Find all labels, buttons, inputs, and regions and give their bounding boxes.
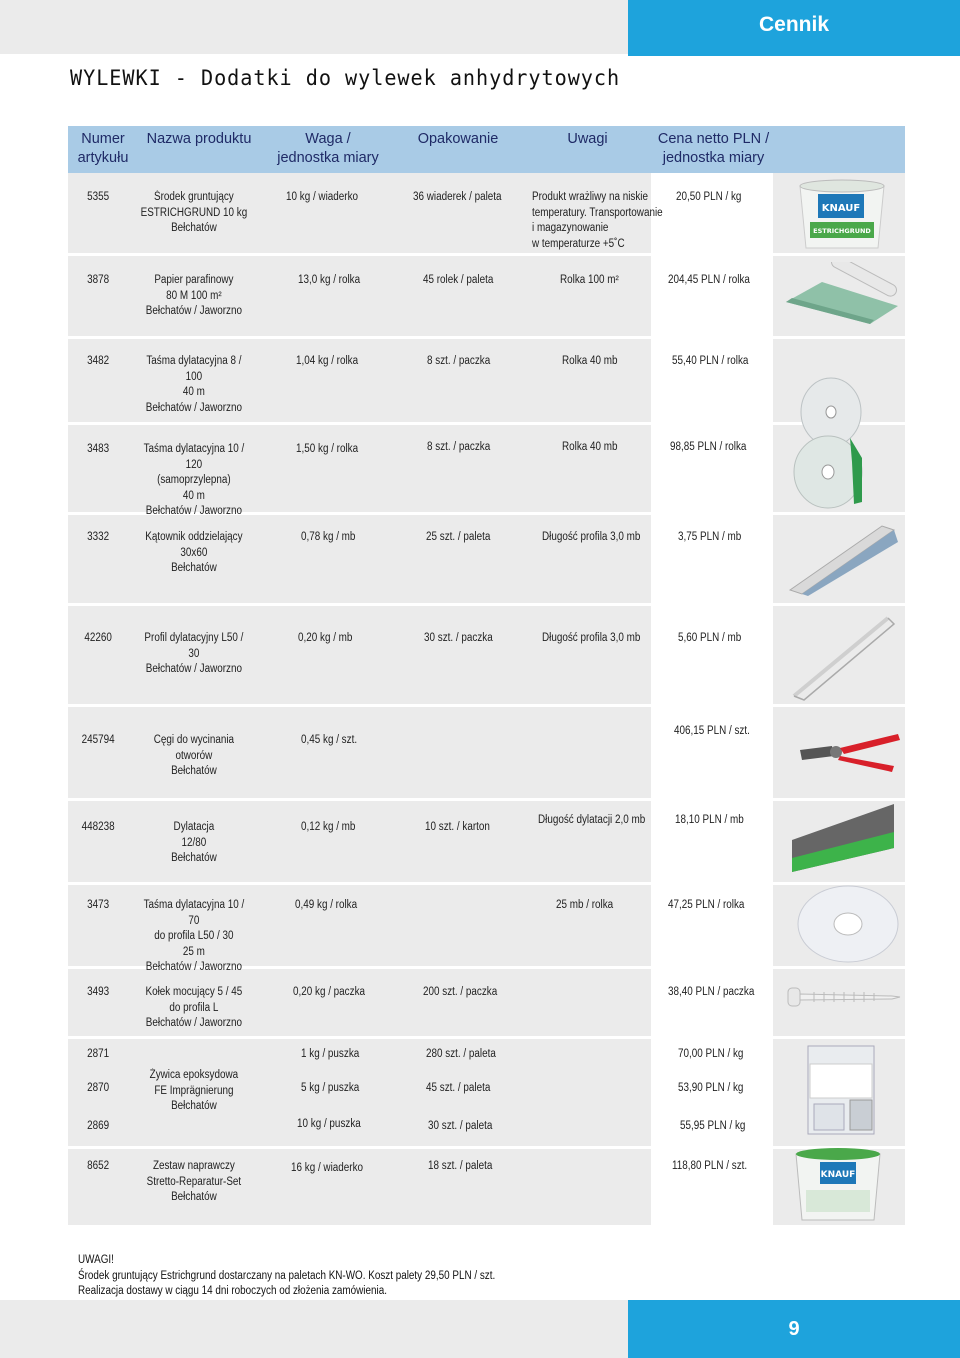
product-name: Taśma dylatacyjna 10 / 120 (samoprzylepna) 40 m Bełchatów / Jaworzno: [143, 443, 245, 517]
packaging: 45 rolek / paleta: [423, 274, 494, 286]
price: 70,00 PLN / kg: [678, 1048, 744, 1060]
remarks: Produkt wrażliwy na niskie temperatury. Transportowanie i magazynowanie w temperaturze +5˚C: [532, 191, 663, 250]
pliers-image: [798, 728, 902, 782]
weight: 0,20 kg / paczka: [293, 986, 366, 998]
footer-gray-band: [0, 1300, 628, 1358]
section-tab: Cennik: [628, 0, 960, 54]
article-number: 245794: [81, 734, 115, 746]
row-divider: [68, 798, 905, 801]
weight: 1,04 kg / rolka: [296, 355, 359, 367]
price-column-bg: [651, 173, 773, 1225]
note-heading: UWAGI!: [78, 1254, 114, 1266]
packaging: 30 szt. / paczka: [424, 632, 493, 644]
remarks: Długość dylatacji 2,0 mb: [538, 814, 646, 826]
weight: 1 kg / puszka: [301, 1048, 360, 1060]
weight: 10 kg / puszka: [297, 1118, 361, 1130]
price: 55,95 PLN / kg: [680, 1120, 746, 1132]
repair-set-bucket-image: [786, 1146, 890, 1224]
weight: 5 kg / puszka: [301, 1082, 360, 1094]
weight: 1,50 kg / rolka: [296, 443, 359, 455]
price: 38,40 PLN / paczka: [668, 986, 755, 998]
packaging: 30 szt. / paleta: [428, 1120, 493, 1132]
product-name: Kołek mocujący 5 / 45 do profila L Bełchatów / Jaworzno: [145, 986, 243, 1029]
price: 18,10 PLN / mb: [675, 814, 744, 826]
packaging: 280 szt. / paleta: [426, 1048, 496, 1060]
article-number: 2871: [87, 1048, 110, 1060]
packaging: 18 szt. / paleta: [428, 1160, 493, 1172]
remarks: Rolka 40 mb: [562, 441, 618, 453]
estrichgrund-bucket-image: [788, 176, 896, 252]
row-divider: [68, 603, 905, 606]
l-profile-image: [784, 610, 900, 702]
article-number: 8652: [87, 1160, 110, 1172]
article-number: 3482: [87, 355, 110, 367]
row-divider: [68, 704, 905, 707]
article-number: 3473: [87, 899, 110, 911]
top-gray-band: [0, 0, 628, 54]
price: 204,45 PLN / rolka: [668, 274, 750, 286]
weight: 0,49 kg / rolka: [295, 899, 358, 911]
page-title: WYLEWKI - Dodatki do wylewek anhydrytowych: [70, 66, 621, 90]
angle-profile-image: [782, 518, 902, 596]
col-header-price: Cena netto PLN / jednostka miary: [657, 131, 770, 166]
row-divider: [68, 253, 905, 256]
note-line-2: Realizacja dostawy w ciągu 14 dni roboczych od złożenia zamówienia.: [78, 1285, 387, 1297]
product-name: Cęgi do wycinania otworów Bełchatów: [153, 734, 235, 777]
col-header-packaging: Opakowanie: [417, 131, 499, 147]
price: 118,80 PLN / szt.: [672, 1160, 748, 1172]
col-header-number: Numer artykułu: [77, 131, 129, 166]
col-header-weight: Waga / jednostka miary: [277, 131, 379, 166]
row-divider: [68, 336, 905, 339]
col-header-remarks: Uwagi: [567, 131, 608, 147]
knauf-logo-text: KNAUF: [820, 1170, 856, 1180]
article-number: 42260: [84, 632, 112, 644]
epoxy-cans-image: [800, 1040, 884, 1142]
weight: 13,0 kg / rolka: [298, 274, 361, 286]
tab-underline: [628, 54, 960, 56]
price: 53,90 PLN / kg: [678, 1082, 744, 1094]
packaging: 8 szt. / paczka: [427, 441, 491, 453]
packaging: 25 szt. / paleta: [426, 531, 491, 543]
product-name: Papier parafinowy 80 M 100 m² Bełchatów / Jaworzno: [145, 274, 243, 317]
packaging: 10 szt. / karton: [425, 821, 490, 833]
article-number: 2869: [87, 1120, 110, 1132]
product-name: Profil dylatacyjny L50 / 30 Bełchatów / Jaworzno: [144, 632, 244, 675]
article-number: 3332: [87, 531, 110, 543]
product-name: Żywica epoksydowa FE Imprägnierung Bełchatów: [149, 1069, 239, 1112]
note-line-1: Środek gruntujący Estrichgrund dostarczany na paletach KN-WO. Koszt palety 29,50 PLN / szt.: [78, 1269, 496, 1282]
product-name: Dylatacja 12/80 Bełchatów: [171, 821, 217, 864]
article-number: 3878: [87, 274, 110, 286]
tape-roll-adhesive-image: [790, 432, 870, 512]
product-name: Zestaw naprawczy Stretto-Reparatur-Set Bełchatów: [146, 1160, 242, 1203]
article-number: 448238: [81, 821, 115, 833]
packaging: 8 szt. / paczka: [427, 355, 491, 367]
remarks: Rolka 40 mb: [562, 355, 618, 367]
estrichgrund-label: ESTRICHGRUND: [813, 227, 871, 235]
price: 406,15 PLN / szt.: [674, 725, 750, 737]
row-divider: [68, 1036, 905, 1039]
packaging: 36 wiaderek / paleta: [413, 191, 502, 203]
packaging: 200 szt. / paczka: [423, 986, 498, 998]
weight: 0,20 kg / mb: [298, 632, 353, 644]
price: 55,40 PLN / rolka: [672, 355, 749, 367]
anchor-pin-image: [784, 976, 904, 1016]
product-name: Środek gruntujący ESTRICHGRUND 10 kg Bełchatów: [140, 191, 248, 234]
price: 5,60 PLN / mb: [678, 632, 742, 644]
row-divider: [68, 882, 905, 885]
product-name: Taśma dylatacyjna 8 / 100 40 m Bełchatów / Jaworzno: [145, 355, 243, 414]
weight: 0,45 kg / szt.: [301, 734, 358, 746]
remarks: Długość profila 3,0 mb: [542, 632, 641, 644]
weight: 10 kg / wiaderko: [286, 191, 359, 203]
product-name: Taśma dylatacyjna 10 / 70 do profila L50 / 30 25 m Bełchatów / Jaworzno: [143, 899, 245, 973]
remarks: 25 mb / rolka: [556, 899, 614, 911]
price: 98,85 PLN / rolka: [670, 441, 747, 453]
weight: 16 kg / wiaderko: [291, 1162, 364, 1174]
row-divider: [68, 422, 905, 425]
weight: 0,12 kg / mb: [301, 821, 356, 833]
product-name: Kątownik oddzielający 30x60 Bełchatów: [145, 531, 243, 574]
remarks: Rolka 100 m²: [560, 274, 619, 286]
article-number: 5355: [87, 191, 110, 203]
weight: 0,78 kg / mb: [301, 531, 356, 543]
article-number: 3493: [87, 986, 110, 998]
page-number: 9: [628, 1300, 960, 1358]
price: 47,25 PLN / rolka: [668, 899, 745, 911]
price: 20,50 PLN / kg: [676, 191, 742, 203]
foam-roll-image: [796, 884, 902, 964]
remarks: Długość profila 3,0 mb: [542, 531, 641, 543]
notes-block: [78, 1253, 495, 1300]
expansion-strip-image: [784, 800, 904, 876]
price: 3,75 PLN / mb: [678, 531, 742, 543]
paper-roll-image: [782, 262, 900, 328]
packaging: 45 szt. / paleta: [426, 1082, 491, 1094]
knauf-logo-text: KNAUF: [821, 203, 861, 214]
article-number: 3483: [87, 443, 110, 455]
row-divider: [68, 1146, 905, 1149]
article-number: 2870: [87, 1082, 110, 1094]
col-header-name: Nazwa produktu: [146, 131, 252, 147]
